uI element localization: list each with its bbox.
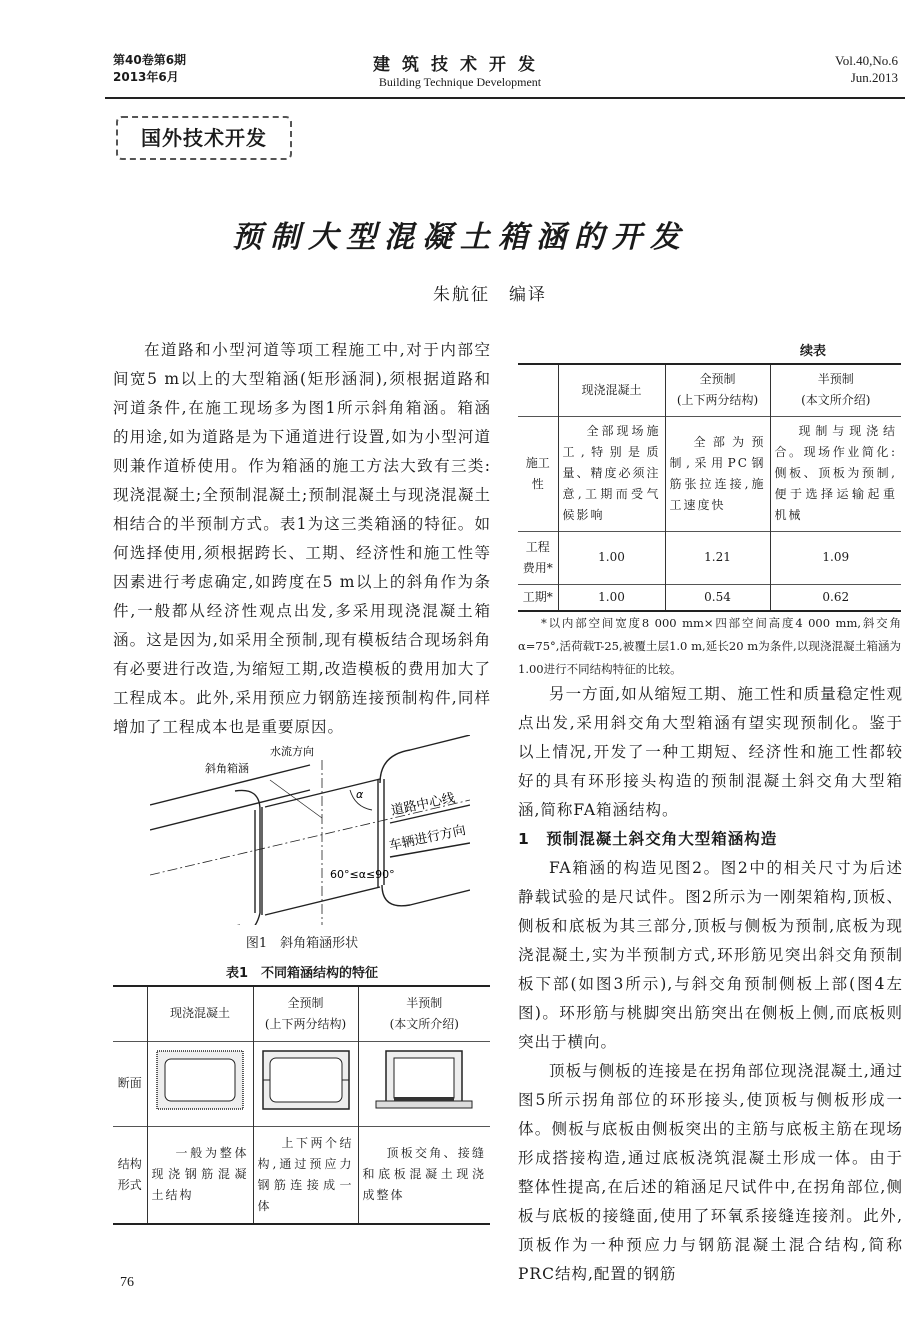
duration-cast-in-place: 1.00: [558, 584, 665, 611]
section-tag-label: 国外技术开发: [141, 126, 267, 150]
header-semi-precast-label: 半预制: [817, 372, 854, 387]
label-vehicle-direction: 车辆进行方向: [387, 823, 468, 854]
label-alpha: α: [356, 788, 364, 801]
paragraph-connection: 顶板与侧板的连接是在拐角部位现浇混凝土,通过图5所示拐角部位的环形接头,使顶板与侧板形成一体。侧板与底板由侧板突出的主筋与底板主筋在现场形成搭接构造,通过底板浇筑混凝土形成一体。由于整体性提高,在后述的箱涵足尺试件中,在拐角部位,侧板与底板的接缝面,使用了环氧系接缝连接剂。此外,顶板作为一种预应力与钢筋混凝土混合结构,简称PRC结构,配置的钢筋: [518, 1062, 903, 1283]
table-row-constructability: [518, 416, 901, 531]
constructability-full-precast: 全部为预制,采用PC钢筋张拉连接,施工速度快: [665, 416, 770, 531]
label-road-centerline: 道路中心线: [389, 790, 457, 819]
page-number: 76: [120, 1275, 134, 1290]
paragraph-structure: FA箱涵的构造见图2。图2中的相关尺寸为后述静载试验的是尺试件。图2所示为一刚架箱构,顶板、侧板和底板为其三部分,顶板与侧板为预制,底板为现浇混凝土,实为半预制方式,环形筋见突出斜交角预制板下部(如图3所示),与斜交角预制侧板上部(图4左图)。环形筋与桃脚突出筋突出在侧板上侧,而底板则突出于横向。: [518, 859, 903, 1051]
table-row-duration: [518, 584, 901, 611]
form-cast-in-place: 一般为整体现浇钢筋混凝土结构: [147, 1126, 253, 1224]
article-title: 预制大型混凝土箱涵的开发: [232, 220, 688, 255]
cost-full-precast: 1.21: [665, 531, 770, 584]
row-label-structure-form: 结构形式: [117, 1156, 142, 1192]
duration-semi-precast: 0.62: [770, 584, 901, 611]
table-row-cost: [518, 531, 901, 584]
cast-in-place-section-drawing: [155, 1049, 245, 1111]
author: 朱航征 编译: [433, 285, 547, 305]
table-header-row: [113, 986, 490, 1041]
section-tag: [116, 116, 292, 160]
header-full-precast-label: 全预制: [287, 995, 324, 1010]
header-full-precast: [665, 364, 770, 416]
cost-cast-in-place: 1.00: [558, 531, 665, 584]
form-full-precast: 上下两个结构,通过预应力钢筋连接成一体: [253, 1126, 358, 1224]
table-footnote: *以内部空间宽度8 000 mm×四部空间高度4 000 mm,斜交角α=75°,活荷载T-25,被覆土层1.0 m,延长20 m为条件,以现浇混凝土箱涵为1.00进行不同结构特征的比较。: [518, 616, 901, 676]
paragraph-motivation: 另一方面,如从缩短工期、施工性和质量稳定性观点出发,采用斜交角大型箱涵有望实现预制化。鉴于以上情况,开发了一种工期短、经济性和施工性都较好的具有环形接头构造的预制混凝土斜交角大型箱涵,简称FA箱涵结构。: [518, 685, 903, 819]
table-continued-label: 续表: [800, 344, 827, 359]
table-row-structure-form: [113, 1126, 490, 1224]
volume-en: Vol.40,No.6: [835, 53, 898, 68]
row-label-constructability: 施工性: [525, 455, 550, 491]
header-full-precast-sub: (上下两分结构): [676, 393, 759, 408]
header-semi-precast-sub: (本文所介绍): [389, 1016, 459, 1031]
duration-full-precast: 0.54: [665, 584, 770, 611]
section-semi-precast: [358, 1041, 490, 1126]
semi-precast-section-drawing: [374, 1049, 474, 1111]
header-empty: [518, 364, 558, 416]
header-full-precast-sub: (上下两分结构): [264, 1016, 347, 1031]
constructability-cast-in-place: 全部现场施工,特别是质量、精度必须注意,工期而受气候影响: [558, 416, 665, 531]
figure-1-skew-culvert: [150, 735, 470, 925]
table-1-continued: [518, 363, 901, 612]
section-1-heading: 1 预制混凝土斜交角大型箱涵构造: [518, 830, 778, 848]
header-semi-precast-sub: (本文所介绍): [801, 393, 871, 408]
label-flow-direction: 水流方向: [270, 745, 314, 758]
journal-volume-en: [835, 52, 898, 86]
header-rule: [105, 97, 905, 99]
volume-cn: 第40卷第6期: [113, 53, 187, 67]
header-semi-precast: [358, 986, 490, 1041]
header-full-precast: [253, 986, 358, 1041]
row-label-duration: 工期*: [522, 589, 553, 604]
date-cn: 2013年6月: [113, 70, 179, 84]
label-skew-culvert: 斜角箱涵: [205, 762, 249, 775]
section-cast-in-place: [147, 1041, 253, 1126]
date-en: Jun.2013: [850, 70, 898, 85]
form-semi-precast: 顶板交角、接缝和底板混凝土现浇成整体: [358, 1126, 490, 1224]
table-row-section: [113, 1041, 490, 1126]
row-label-cost: 工程费用*: [522, 539, 553, 575]
header-semi-precast-label: 半预制: [406, 995, 443, 1010]
full-precast-section-drawing: [261, 1049, 351, 1111]
left-column-text: [113, 336, 491, 742]
header-cast-in-place: 现浇混凝土: [558, 364, 665, 416]
table-1: [113, 985, 490, 1225]
table-1-title: 表1 不同箱涵结构的特征: [225, 966, 379, 981]
journal-en: Building Technique Development: [378, 75, 542, 89]
header-full-precast-label: 全预制: [699, 372, 736, 387]
constructability-semi-precast: 现制与现浇结合。现场作业简化:侧板、顶板为预制,便于选择运输起重机械: [770, 416, 901, 531]
table-header-row: [518, 364, 901, 416]
journal-issue: [113, 52, 186, 86]
right-column-text: [518, 680, 903, 1289]
cost-semi-precast: 1.09: [770, 531, 901, 584]
journal-cn: 建筑技术开发: [373, 55, 547, 75]
row-label-section: 断面: [117, 1076, 142, 1090]
header-semi-precast: [770, 364, 901, 416]
header-empty: [113, 986, 147, 1041]
section-full-precast: [253, 1041, 358, 1126]
label-alpha-range: 60°≤α≤90°: [330, 868, 395, 881]
intro-paragraph: 在道路和小型河道等项工程施工中,对于内部空间宽5 m以上的大型箱涵(矩形涵洞),须根据道路和河道条件,在施工现场多为图1所示斜角箱涵。箱涵的用途,如为道路是为下通道进行设置,如为小型河道则兼作道桥使用。作为箱涵的施工方法大致有三类:现浇混凝土;全预制混凝土;预制混凝土与现浇混凝土相结合的半预制方式。表1为这三类箱涵的特征。如何选择使用,须根据跨长、工期、经济性和施工性等因素进行考虑确定,如跨度在5 m以上的斜角作为条件,一般都从经济性观点出发,多采用现浇混凝土箱涵。这是因为,如采用全预制,现有模板结合现场斜角有必要进行改造,为缩短工期,改造模板的费用加大了工程成本。此外,采用预应力钢筋连接预制构件,同样增加了工程成本也是重要原因。: [113, 341, 491, 736]
header-cast-in-place: 现浇混凝土: [147, 986, 253, 1041]
journal-name: [300, 50, 620, 90]
figure-1-caption: 图1 斜角箱涵形状: [245, 936, 359, 951]
